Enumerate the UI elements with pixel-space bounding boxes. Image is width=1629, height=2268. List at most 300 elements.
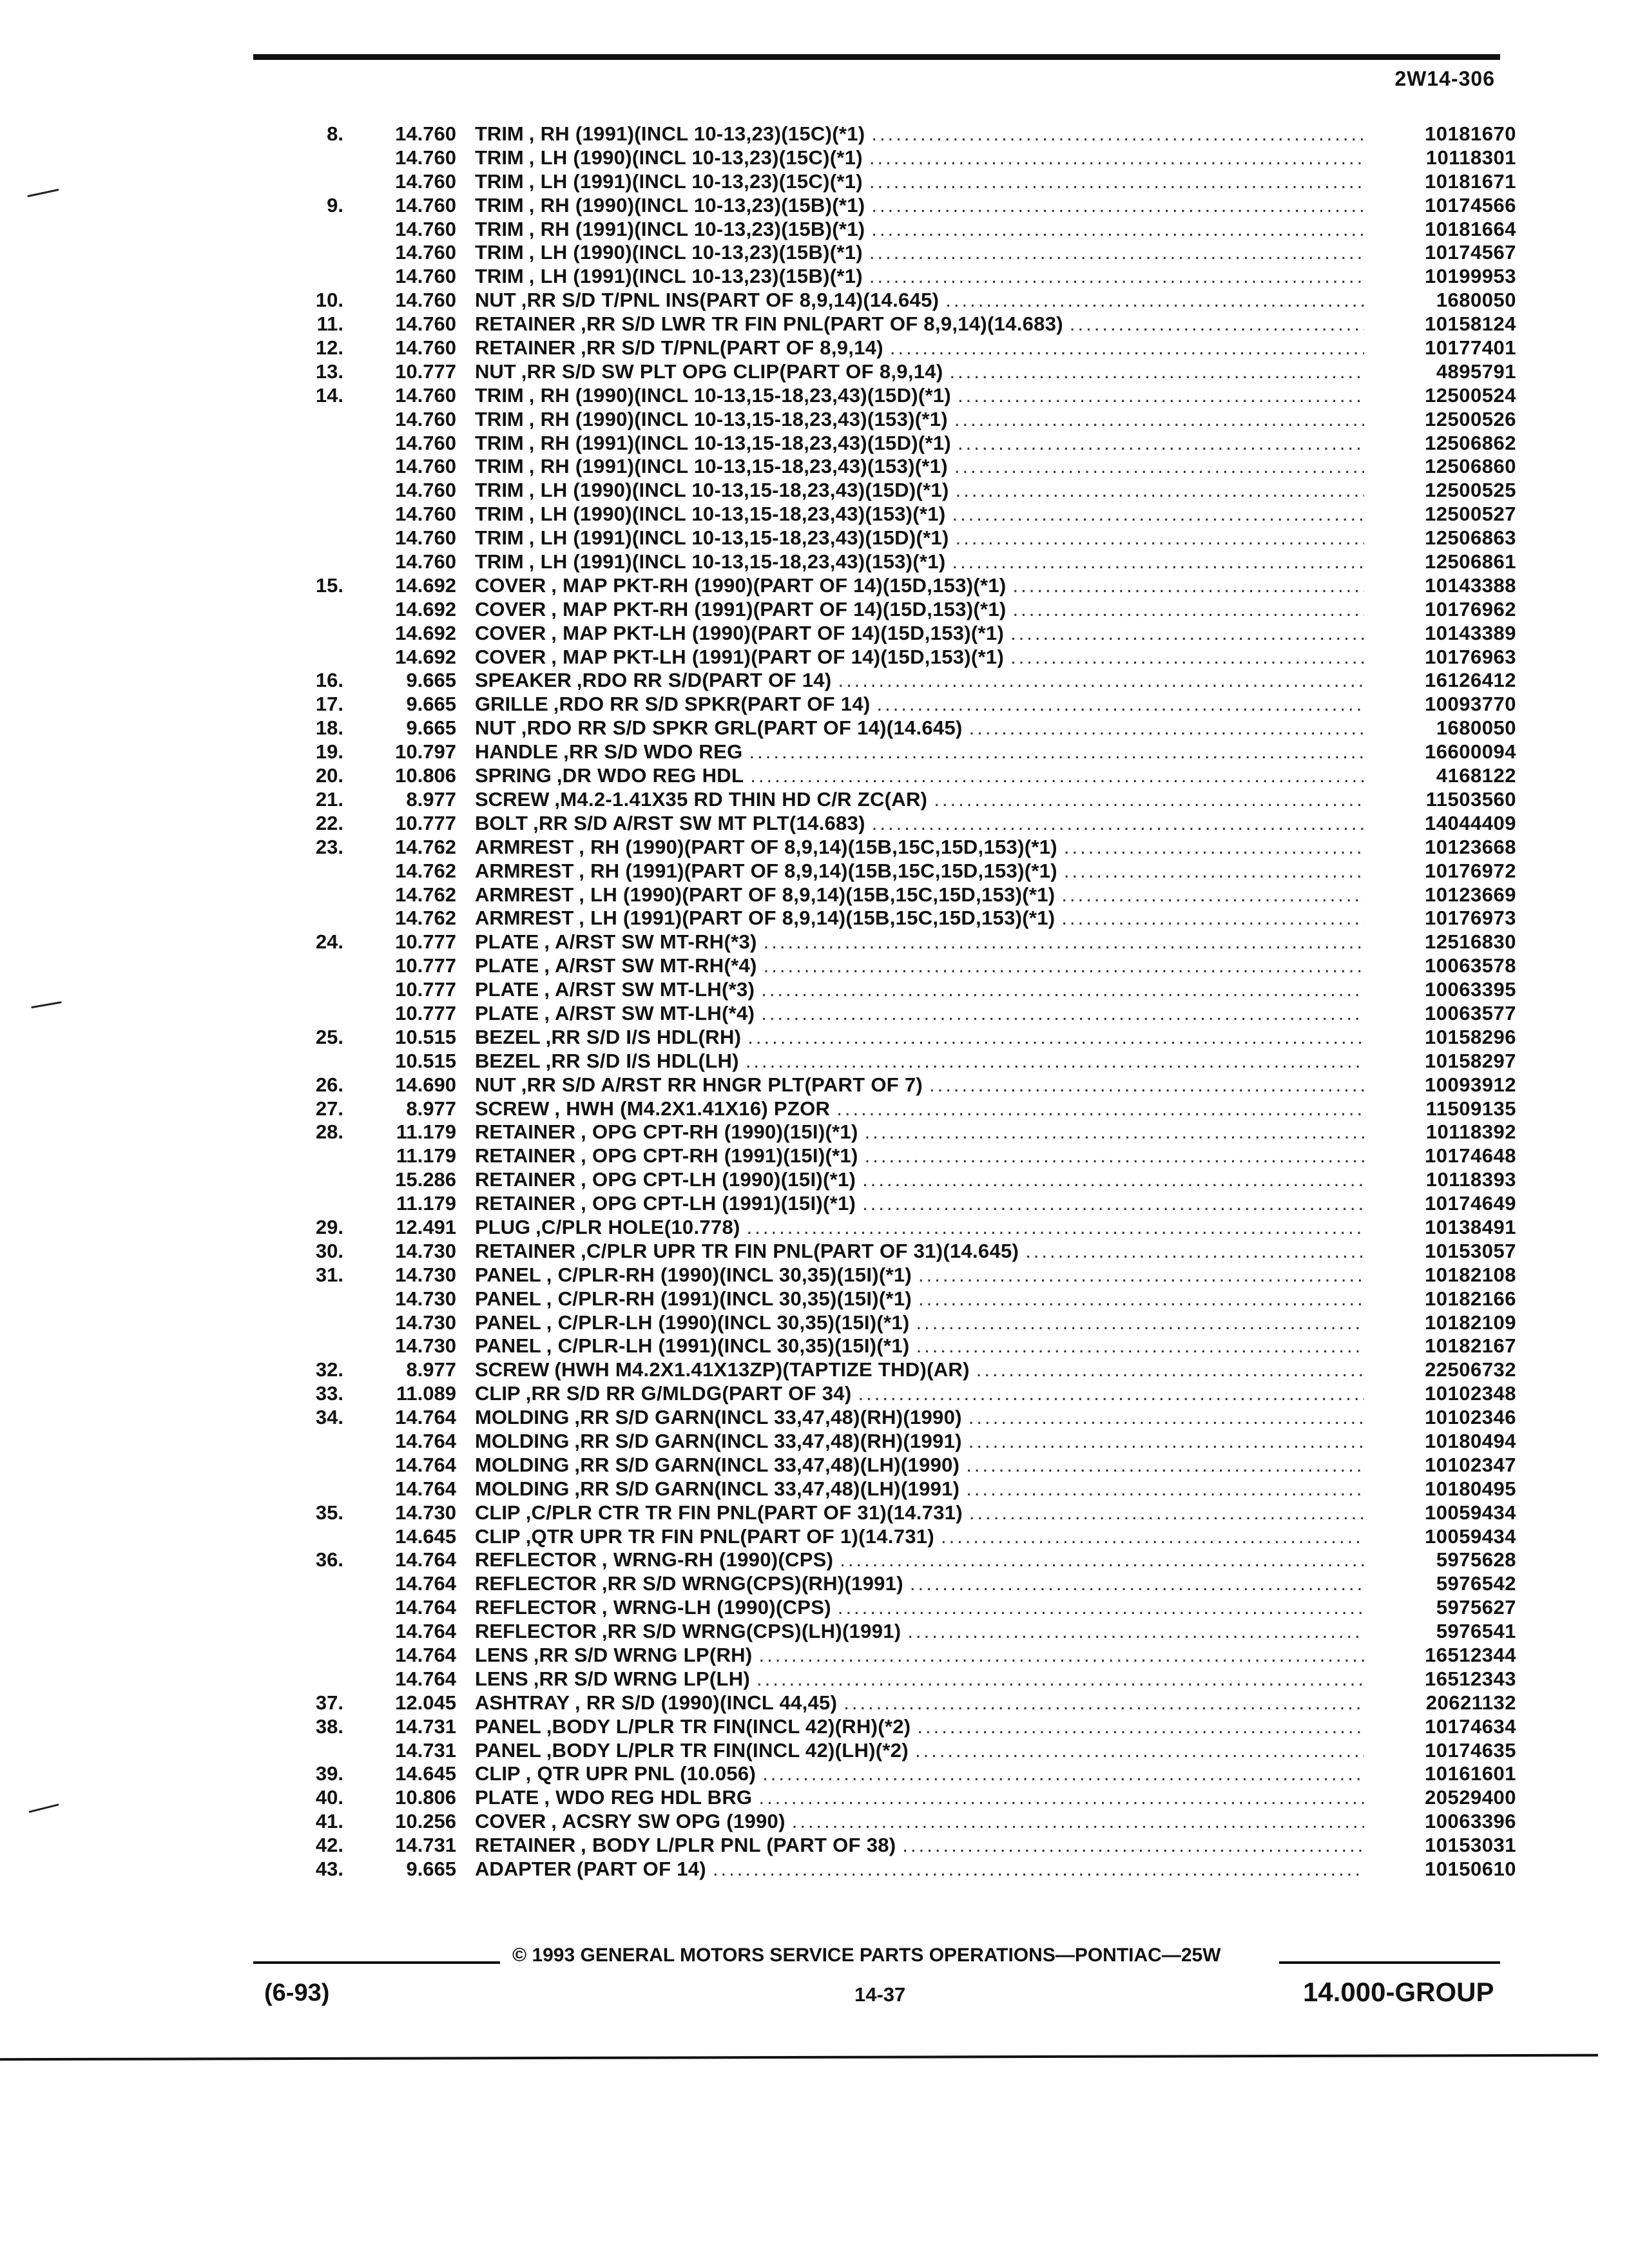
part-number: 12506863 [1425, 526, 1516, 550]
parts-row [0, 1216, 1629, 1240]
description [475, 1786, 1364, 1810]
part-name: REFLECTOR [475, 1572, 597, 1595]
part-description: ,RR S/D GARN(INCL 33,47,48)(LH)(1991) [574, 1477, 960, 1500]
part-name: RETAINER [475, 1120, 576, 1144]
leader-dots [959, 1454, 1364, 1477]
part-description: ,BODY L/PLR TR FIN(INCL 42)(LH)(*2) [546, 1738, 909, 1762]
illustration-number: 14.731 [395, 1834, 456, 1857]
part-description: , RH (1990)(INCL 10-13,15-18,23,43)(153)(*1) [528, 407, 948, 430]
illustration-number: 14.730 [395, 1501, 456, 1524]
part-description: , RH (1990)(INCL 10-13,23)(15B)(*1) [528, 193, 865, 216]
leader-dots [945, 503, 1364, 526]
parts-row [0, 646, 1629, 669]
leader-dots [786, 1810, 1364, 1834]
part-description: , QTR UPR PNL (10.056) [525, 1762, 757, 1785]
description [475, 1216, 1364, 1240]
leader-dots [863, 146, 1364, 170]
part-name: PANEL [475, 1263, 541, 1286]
parts-row [0, 170, 1629, 194]
illustration-number: 14.760 [395, 122, 456, 145]
parts-row [0, 1311, 1629, 1335]
description [475, 1240, 1364, 1264]
part-number: 16126412 [1425, 669, 1516, 692]
part-description: , A/RST SW MT-RH(*3) [544, 930, 757, 954]
part-number: 10180495 [1425, 1477, 1516, 1500]
description [475, 1287, 1364, 1311]
illustration-number: 11.089 [396, 1382, 456, 1405]
part-number: 10174635 [1425, 1738, 1516, 1762]
description [475, 646, 1364, 669]
description [475, 1477, 1364, 1501]
description [475, 716, 1364, 740]
parts-row [0, 1144, 1629, 1168]
parts-row [0, 883, 1629, 907]
ref-number: 19. [315, 740, 343, 764]
part-description: , C/PLR-RH (1991)(INCL 30,35)(15I)(*1) [546, 1287, 912, 1310]
part-description: ,RR S/D RR G/MLDG(PART OF 34) [525, 1382, 852, 1405]
part-description: , RH (1991)(INCL 10-13,23)(15B)(*1) [528, 217, 865, 240]
description [475, 693, 1364, 716]
parts-row [0, 1240, 1629, 1264]
part-number: 10174634 [1425, 1715, 1516, 1738]
illustration-number: 9.665 [406, 716, 456, 740]
part-name: COVER [475, 573, 546, 597]
description [475, 312, 1364, 336]
part-description: , BODY L/PLR PNL (PART OF 38) [581, 1834, 896, 1857]
description [475, 1596, 1364, 1620]
parts-row [0, 1264, 1629, 1287]
parts-row [0, 1834, 1629, 1858]
part-number: 10161601 [1425, 1762, 1516, 1785]
ref-number: 43. [315, 1858, 343, 1881]
description [475, 360, 1364, 384]
description [475, 384, 1364, 408]
ref-number: 24. [315, 930, 343, 954]
part-description: ,RDO RR S/D SPKR GRL(PART OF 14)(14.645) [521, 716, 963, 740]
illustration-number: 10.777 [395, 954, 456, 977]
description [475, 1050, 1364, 1073]
leader-dots [927, 788, 1364, 812]
ref-number: 9. [327, 193, 343, 216]
illustration-number: 14.764 [395, 1477, 456, 1500]
leader-dots [755, 1002, 1364, 1026]
description [475, 1144, 1364, 1168]
description [475, 1168, 1364, 1192]
part-name: TRIM [475, 550, 524, 573]
leader-dots [939, 289, 1364, 312]
parts-row [0, 265, 1629, 289]
part-description: , C/PLR-RH (1990)(INCL 30,35)(15I)(*1) [546, 1263, 912, 1286]
illustration-number: 14.760 [395, 526, 456, 550]
page-code: 2W14-306 [1394, 67, 1495, 90]
part-number: 10118301 [1425, 146, 1516, 169]
ref-number: 37. [315, 1691, 343, 1714]
parts-row [0, 1168, 1629, 1192]
part-name: PANEL [475, 1715, 541, 1738]
illustration-number: 9.665 [406, 693, 456, 716]
parts-row [0, 194, 1629, 218]
parts-row [0, 146, 1629, 170]
part-description: , OPG CPT-LH (1991)(15I)(*1) [581, 1192, 856, 1215]
part-number: 10176963 [1425, 645, 1516, 668]
part-name: NUT [475, 1073, 516, 1096]
part-description: ,RR S/D WRNG LP(LH) [533, 1667, 751, 1690]
parts-row [0, 289, 1629, 312]
parts-row [0, 1739, 1629, 1763]
part-description: , RH (1991)(INCL 10-13,15-18,23,43)(15D)(*1) [528, 431, 952, 454]
part-description: , LH (1991)(INCL 10-13,15-18,23,43)(15D)(*1) [528, 526, 949, 550]
leader-dots [863, 265, 1364, 289]
leader-dots [865, 812, 1364, 836]
parts-row [0, 907, 1629, 930]
illustration-number: 14.692 [395, 645, 456, 668]
description [475, 1858, 1364, 1881]
description [475, 503, 1364, 526]
leader-dots [750, 1667, 1364, 1691]
leader-dots [833, 1548, 1364, 1572]
part-name: NUT [475, 360, 516, 383]
leader-dots [1055, 907, 1364, 930]
description [475, 1430, 1364, 1454]
description [475, 622, 1364, 646]
leader-dots [856, 1192, 1364, 1216]
leader-dots [949, 526, 1364, 550]
part-name: MOLDING [475, 1477, 570, 1500]
footer-rule-left [253, 1961, 500, 1964]
part-description: , LH (1990)(INCL 10-13,15-18,23,43)(153)(*1) [528, 503, 946, 526]
ref-number: 36. [315, 1548, 343, 1571]
description [475, 1525, 1364, 1549]
part-description: , LH (1991)(PART OF 8,9,14)(15B,15C,15D,153)(*1) [579, 907, 1055, 930]
part-number: 10158296 [1425, 1025, 1516, 1048]
description [475, 1834, 1364, 1858]
part-number: 16512343 [1425, 1667, 1516, 1690]
part-description: , RH (1990)(PART OF 8,9,14)(15B,15C,15D,153)(*1) [579, 835, 1057, 858]
leader-dots [909, 1739, 1364, 1763]
part-description: , RH (1990)(INCL 10-13,15-18,23,43)(15D)(*1) [528, 383, 952, 407]
description [475, 1644, 1364, 1667]
part-name: SPEAKER [475, 669, 572, 692]
description [475, 954, 1364, 978]
part-number: 14044409 [1425, 811, 1516, 834]
parts-row [0, 312, 1629, 336]
leader-dots [831, 669, 1364, 693]
part-name: TRIM [475, 265, 524, 288]
ref-number: 34. [315, 1406, 343, 1429]
part-description: , LH (1991)(INCL 10-13,15-18,23,43)(153)(*1) [528, 550, 946, 573]
illustration-number: 9.665 [406, 669, 456, 692]
leader-dots [1057, 836, 1364, 860]
revision-date: (6-93) [264, 1979, 330, 2006]
illustration-number: 11.179 [396, 1192, 456, 1215]
parts-row [0, 360, 1629, 384]
parts-row [0, 788, 1629, 812]
part-description: , C/PLR-LH (1991)(INCL 30,35)(15I)(*1) [546, 1334, 910, 1358]
part-name: CLIP [475, 1762, 521, 1785]
footer-rule-right [1279, 1961, 1500, 1964]
parts-row [0, 408, 1629, 432]
parts-row [0, 1548, 1629, 1572]
leader-dots [962, 1430, 1364, 1454]
illustration-number: 14.764 [395, 1453, 456, 1476]
part-number: 10174566 [1425, 193, 1516, 216]
part-name: RETAINER [475, 1834, 576, 1857]
part-number: 11503560 [1425, 787, 1516, 811]
part-description: , LH (1990)(INCL 10-13,23)(15B)(*1) [528, 241, 863, 264]
part-description: , LH (1990)(INCL 10-13,23)(15C)(*1) [528, 146, 863, 169]
parts-row [0, 1120, 1629, 1144]
illustration-number: 14.692 [395, 621, 456, 644]
illustration-number: 10.777 [395, 360, 456, 383]
leader-dots [865, 194, 1364, 218]
description [475, 194, 1364, 218]
part-name: ADAPTER [475, 1858, 572, 1881]
part-description: , WRNG-RH (1990)(CPS) [601, 1548, 834, 1571]
illustration-number: 14.645 [395, 1524, 456, 1548]
illustration-number: 14.645 [395, 1762, 456, 1785]
description [475, 289, 1364, 312]
description [475, 740, 1364, 764]
description [475, 146, 1364, 170]
description [475, 455, 1364, 479]
parts-row [0, 836, 1629, 860]
header-rule [253, 54, 1500, 60]
leader-dots [752, 1786, 1364, 1810]
ref-number: 23. [315, 835, 343, 858]
part-number: 10138491 [1425, 1215, 1516, 1238]
part-number: 10158297 [1425, 1049, 1516, 1072]
part-name: ARMREST [475, 859, 574, 882]
parts-row [0, 1786, 1629, 1810]
leader-dots [923, 1073, 1364, 1097]
part-number: 10177401 [1425, 336, 1516, 360]
description [475, 526, 1364, 550]
part-number: 10158124 [1425, 312, 1516, 336]
part-name: MOLDING [475, 1406, 570, 1429]
part-number: 10059434 [1425, 1524, 1516, 1548]
illustration-number: 14.762 [395, 835, 456, 858]
part-name: NUT [475, 716, 516, 740]
illustration-number: 14.731 [395, 1738, 456, 1762]
leader-dots [752, 1644, 1364, 1667]
description [475, 883, 1364, 907]
leader-dots [1007, 598, 1364, 622]
description [475, 1572, 1364, 1596]
description [475, 860, 1364, 883]
description [475, 432, 1364, 456]
leader-dots [1063, 312, 1364, 336]
parts-row [0, 1334, 1629, 1358]
illustration-number: 14.760 [395, 289, 456, 312]
leader-dots [963, 1501, 1364, 1525]
part-name: TRIM [475, 146, 524, 169]
leader-dots [951, 432, 1364, 456]
illustration-number: 14.764 [395, 1406, 456, 1429]
illustration-number: 14.760 [395, 193, 456, 216]
description [475, 336, 1364, 360]
part-number: 16512344 [1425, 1644, 1516, 1666]
part-number: 10174649 [1425, 1192, 1516, 1215]
part-description: , WDO REG HDL BRG [544, 1786, 753, 1809]
illustration-number: 11.179 [396, 1120, 456, 1144]
leader-dots [883, 336, 1364, 360]
part-number: 10153057 [1425, 1239, 1516, 1262]
part-name: TRIM [475, 193, 524, 216]
part-number: 10182167 [1425, 1334, 1516, 1358]
parts-row [0, 693, 1629, 716]
part-description: ,RR S/D WRNG(CPS)(LH)(1991) [601, 1620, 901, 1643]
parts-row [0, 503, 1629, 526]
parts-row [0, 1073, 1629, 1097]
description [475, 1739, 1364, 1763]
illustration-number: 8.977 [406, 1097, 456, 1120]
leader-dots [743, 740, 1364, 764]
part-number: 22506732 [1425, 1358, 1516, 1381]
description [475, 812, 1364, 836]
part-number: 10176962 [1425, 597, 1516, 620]
parts-row [0, 1620, 1629, 1644]
part-number: 10174648 [1425, 1144, 1516, 1168]
part-number: 11509135 [1425, 1097, 1516, 1120]
leader-dots [903, 1572, 1364, 1596]
description [475, 1358, 1364, 1382]
description [475, 479, 1364, 503]
part-number: 12500527 [1425, 503, 1516, 526]
part-description: , C/PLR-LH (1990)(INCL 30,35)(15I)(*1) [546, 1311, 910, 1334]
part-description: , A/RST SW MT-LH(*3) [544, 978, 755, 1001]
part-number: 4168122 [1436, 764, 1516, 787]
part-name: SCREW [475, 1358, 550, 1381]
parts-row [0, 1572, 1629, 1596]
part-description: , RH (1991)(INCL 10-13,23)(15C)(*1) [528, 122, 865, 145]
leader-dots [949, 479, 1364, 503]
part-description: ,RDO RR S/D SPKR(PART OF 14) [553, 693, 871, 716]
part-description: ,C/PLR UPR TR FIN PNL(PART OF 31)(14.645) [581, 1239, 1019, 1262]
part-number: 10176972 [1425, 859, 1516, 882]
part-name: HANDLE [475, 740, 559, 764]
parts-row [0, 740, 1629, 764]
description [475, 1548, 1364, 1572]
illustration-number: 14.692 [395, 573, 456, 597]
part-description: ,RR S/D WRNG LP(RH) [533, 1644, 753, 1666]
parts-row [0, 669, 1629, 693]
part-name: BEZEL [475, 1049, 541, 1072]
ref-number: 27. [315, 1097, 343, 1120]
part-description: , OPG CPT-RH (1991)(15I)(*1) [581, 1144, 858, 1168]
copyright-line: © 1993 GENERAL MOTORS SERVICE PARTS OPERATIONS—PONTIAC—25W [512, 1945, 1221, 1966]
part-description: , MAP PKT-LH (1990)(PART OF 14)(15D,153)(*1) [551, 621, 1005, 644]
part-number: 10150610 [1425, 1858, 1516, 1881]
part-description: , HWH (M4.2X1.41X16) PZOR [554, 1097, 831, 1120]
part-description: ,M4.2-1.41X35 RD THIN HD C/R ZC(AR) [554, 787, 928, 811]
parts-row [0, 1026, 1629, 1050]
description [475, 1501, 1364, 1525]
part-number: 12506861 [1425, 550, 1516, 573]
ref-number: 11. [316, 312, 343, 336]
part-description: , RH (1991)(PART OF 8,9,14)(15B,15C,15D,153)(*1) [579, 859, 1057, 882]
description [475, 1097, 1364, 1121]
description [475, 1192, 1364, 1216]
part-name: PLUG [475, 1215, 531, 1238]
parts-row [0, 1097, 1629, 1121]
part-number: 10123669 [1425, 883, 1516, 906]
ref-number: 25. [315, 1025, 343, 1048]
leader-dots [1057, 860, 1364, 883]
illustration-number: 12.045 [395, 1691, 456, 1714]
part-number: 10143389 [1425, 621, 1516, 644]
leader-dots [912, 1264, 1364, 1287]
illustration-number: 8.977 [406, 787, 456, 811]
ref-number: 15. [315, 573, 343, 597]
description [475, 836, 1364, 860]
part-description: ,RR S/D GARN(INCL 33,47,48)(RH)(1990) [574, 1406, 962, 1429]
part-description: ,RR S/D WRNG(CPS)(RH)(1991) [601, 1572, 903, 1595]
leader-dots [756, 1762, 1364, 1786]
ref-number: 28. [315, 1120, 343, 1144]
ref-number: 18. [315, 716, 343, 740]
illustration-number: 14.760 [395, 503, 456, 526]
part-name: PANEL [475, 1287, 541, 1310]
part-name: COVER [475, 1810, 546, 1833]
ref-number: 22. [315, 811, 343, 834]
part-description: ,RR S/D SW PLT OPG CLIP(PART OF 8,9,14) [521, 360, 943, 383]
part-name: TRIM [475, 383, 524, 407]
illustration-number: 14.764 [395, 1667, 456, 1690]
part-number: 10063396 [1425, 1810, 1516, 1833]
part-number: 12506862 [1425, 431, 1516, 454]
parts-row [0, 1430, 1629, 1454]
illustration-number: 14.760 [395, 336, 456, 360]
description [475, 930, 1364, 954]
part-description: , LH (1991)(INCL 10-13,23)(15B)(*1) [528, 265, 863, 288]
illustration-number: 10.777 [395, 978, 456, 1001]
part-number: 10063578 [1425, 954, 1516, 977]
parts-row [0, 1002, 1629, 1026]
ref-number: 41. [315, 1810, 343, 1833]
illustration-number: 14.764 [395, 1596, 456, 1619]
leader-dots [896, 1834, 1364, 1858]
ref-number: 13. [315, 360, 343, 383]
parts-row [0, 1454, 1629, 1477]
part-description: , OPG CPT-RH (1990)(15I)(*1) [581, 1120, 858, 1144]
parts-row [0, 930, 1629, 954]
illustration-number: 14.731 [395, 1715, 456, 1738]
description [475, 1073, 1364, 1097]
part-name: COVER [475, 645, 546, 668]
part-number: 16600094 [1425, 740, 1516, 764]
leader-dots [831, 1596, 1364, 1620]
leader-dots [948, 408, 1364, 432]
description [475, 907, 1364, 930]
leader-dots [851, 1382, 1364, 1406]
part-name: COVER [475, 597, 546, 620]
parts-row [0, 860, 1629, 883]
illustration-number: 9.665 [406, 1858, 456, 1881]
part-number: 12500525 [1425, 479, 1516, 502]
illustration-number: 12.491 [395, 1215, 456, 1238]
part-name: TRIM [475, 526, 524, 550]
illustration-number: 14.760 [395, 431, 456, 454]
leader-dots [741, 1026, 1364, 1050]
part-name: SPRING [475, 764, 552, 787]
ref-number: 42. [315, 1834, 343, 1857]
part-number: 10182166 [1425, 1287, 1516, 1310]
parts-row [0, 1406, 1629, 1430]
part-name: SCREW [475, 1097, 550, 1120]
part-name: TRIM [475, 169, 524, 193]
part-number: 10093912 [1425, 1073, 1516, 1096]
parts-row [0, 384, 1629, 408]
